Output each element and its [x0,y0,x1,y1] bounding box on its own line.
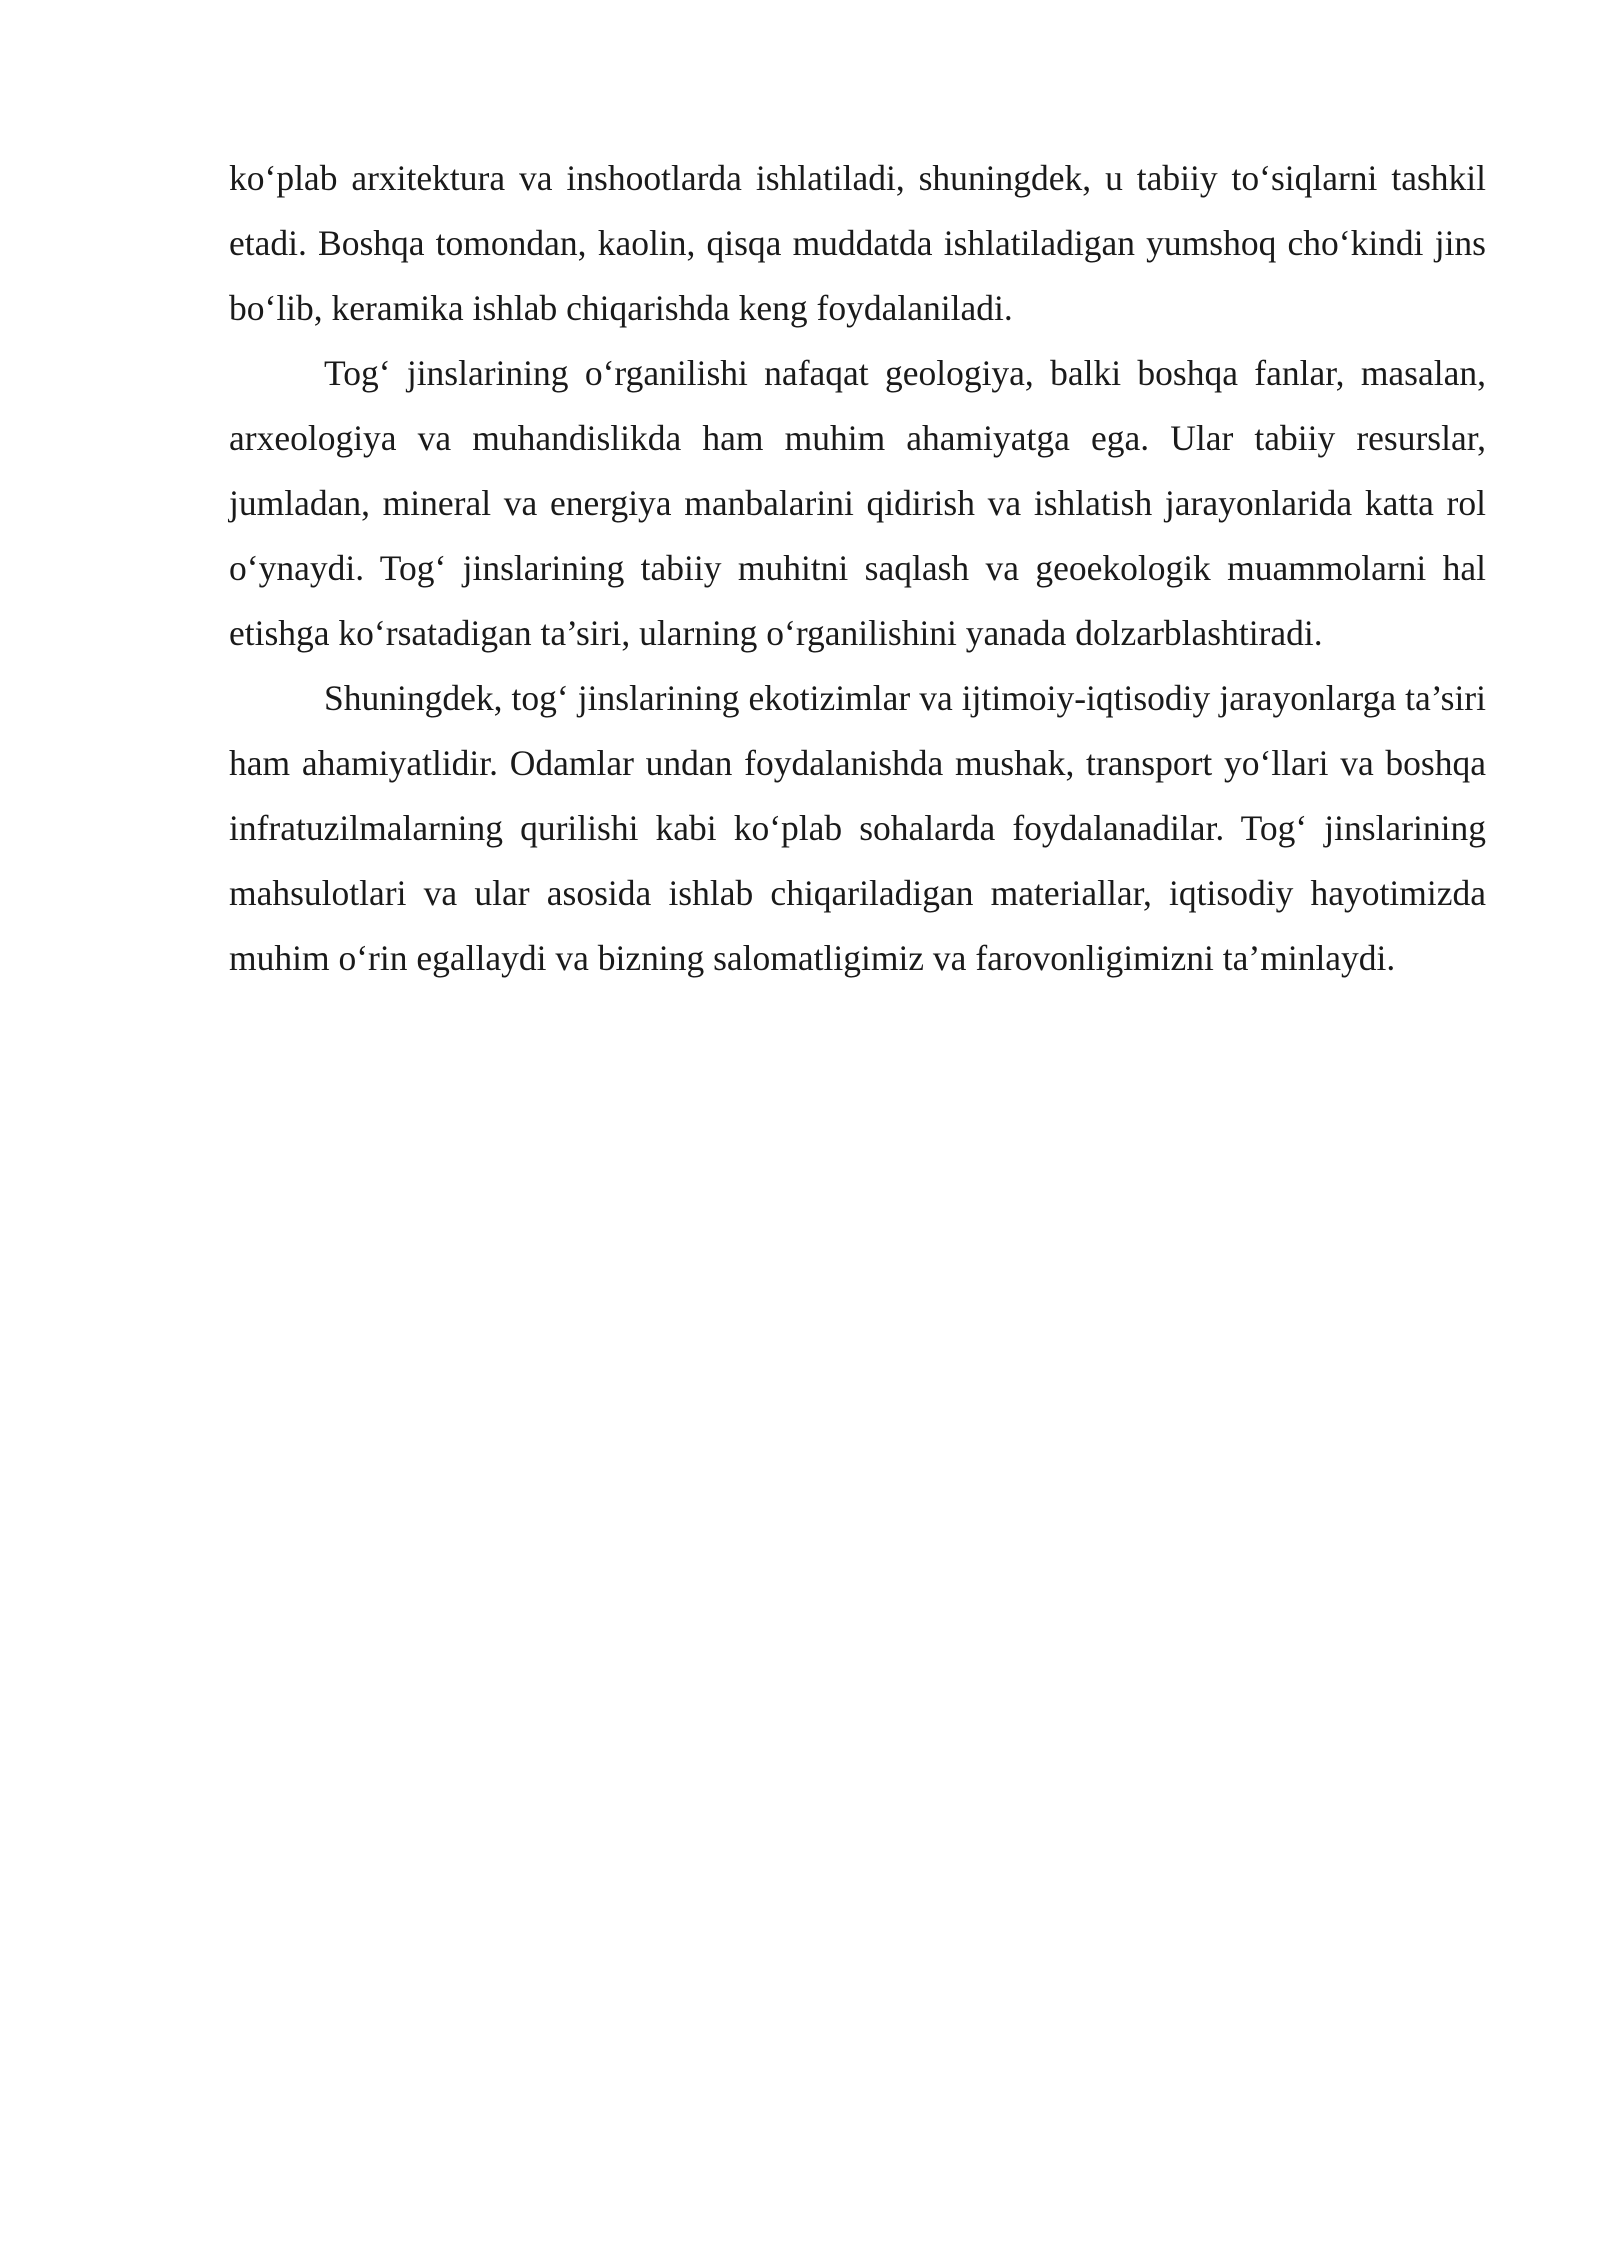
body-text [229,146,1486,991]
paragraph-rock-study: Tog‘ jinslarining o‘rganilishi nafaqat geologiya, balki boshqa fanlar, masalan, arxeologiya va muhandislikda ham muhim ahamiyatga ega. Ular tabiiy resurslar, jumladan, mineral va energiya manbalarini qidirish va ishlatish jarayonlarida katta rol o‘ynaydi. Tog‘ jinslarining tabiiy muhitni saqlash va geoekologik muammolarni hal etishga ko‘rsatadigan ta’siri, ularning o‘rganilishini yanada dolzarblashtiradi. [229,353,1486,653]
paragraph-ecosystem-impact: Shuningdek, tog‘ jinslarining ekotizimlar va ijtimoiy-iqtisodiy jarayonlarga ta’siri ham ahamiyatlidir. Odamlar undan foydalanishda mushak, transport yo‘llari va boshqa infratuzilmalarning qurilishi kabi ko‘plab sohalarda foydalanadilar. Tog‘ jinslarining mahsulotlari va ular asosida ishlab chiqariladigan materiallar, iqtisodiy hayotimizda muhim o‘rin egallaydi va bizning salomatligimiz va farovonligimizni ta’minlaydi. [229,678,1486,978]
paragraph-continuation: ko‘plab arxitektura va inshootlarda ishlatiladi, shuningdek, u tabiiy to‘siqlarni tashkil etadi. Boshqa tomondan, kaolin, qisqa muddatda ishlatiladigan yumshoq cho‘kindi jins bo‘lib, keramika ishlab chiqarishda keng foydalaniladi. [229,158,1486,328]
